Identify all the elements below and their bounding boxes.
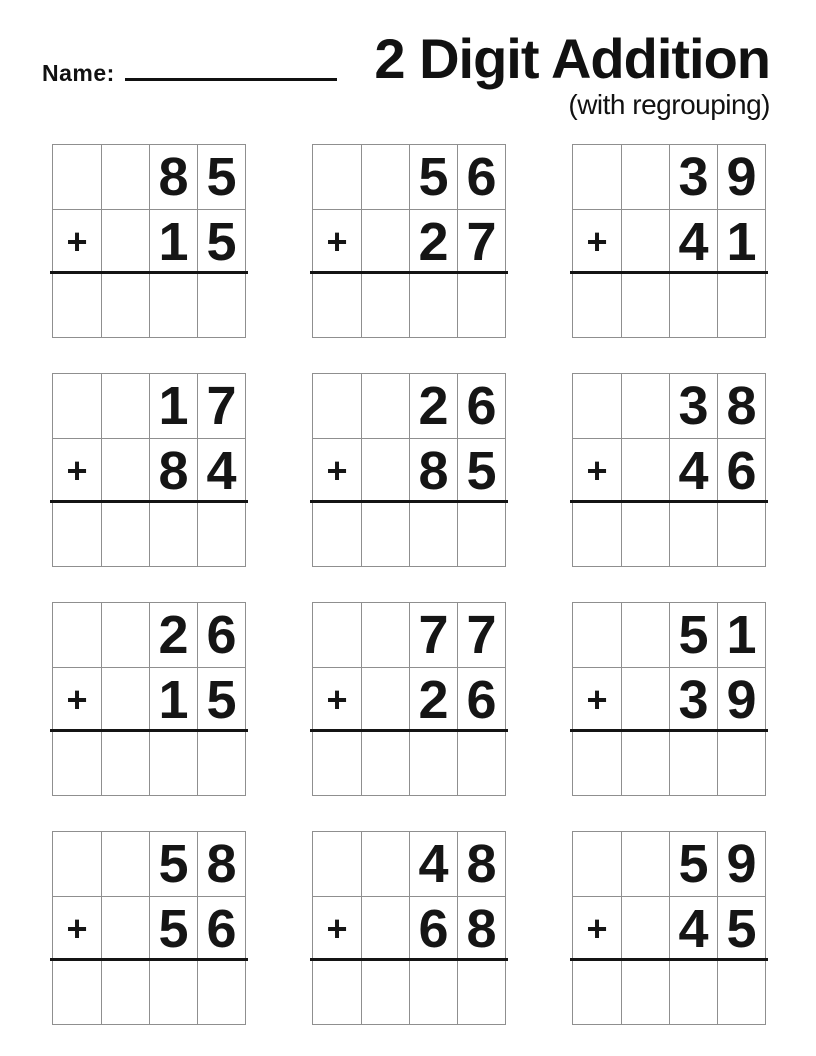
carry-cell <box>53 374 101 438</box>
empty-cell <box>621 209 669 273</box>
top-addend-tens: 2 <box>409 374 457 438</box>
problems-grid <box>52 144 816 1025</box>
answer-cell <box>573 731 621 795</box>
top-addend-ones: 7 <box>457 603 505 667</box>
bottom-addend-ones: 1 <box>717 209 765 273</box>
answer-cell <box>409 502 457 566</box>
top-addend-ones: 9 <box>717 145 765 209</box>
carry-cell <box>101 832 149 896</box>
answer-cell <box>53 731 101 795</box>
top-addend-ones: 8 <box>457 832 505 896</box>
sum-line <box>310 958 508 961</box>
answer-cell <box>457 960 505 1024</box>
carry-cell <box>573 374 621 438</box>
plus-sign: + <box>573 896 621 960</box>
answer-cell <box>53 273 101 337</box>
answer-cell <box>101 502 149 566</box>
top-addend-tens: 2 <box>149 603 197 667</box>
bottom-addend-ones: 5 <box>197 667 245 731</box>
addition-problem-5 <box>312 373 506 567</box>
sum-line <box>570 729 768 732</box>
carry-cell <box>361 603 409 667</box>
addition-problem-10 <box>52 831 246 1025</box>
answer-cell <box>717 960 765 1024</box>
sum-line <box>50 729 248 732</box>
bottom-addend-ones: 6 <box>197 896 245 960</box>
answer-cell <box>53 960 101 1024</box>
answer-cell <box>409 273 457 337</box>
top-addend-tens: 3 <box>669 374 717 438</box>
sum-line <box>50 500 248 503</box>
carry-cell <box>573 832 621 896</box>
sum-line <box>310 271 508 274</box>
carry-cell <box>361 145 409 209</box>
empty-cell <box>361 209 409 273</box>
carry-cell <box>621 374 669 438</box>
answer-cell <box>313 960 361 1024</box>
answer-cell <box>409 731 457 795</box>
answer-cell <box>149 502 197 566</box>
top-addend-tens: 8 <box>149 145 197 209</box>
answer-cell <box>573 273 621 337</box>
plus-sign: + <box>53 209 101 273</box>
top-addend-ones: 1 <box>717 603 765 667</box>
addition-problem-9 <box>572 602 766 796</box>
answer-cell <box>361 731 409 795</box>
plus-sign: + <box>53 667 101 731</box>
answer-cell <box>149 273 197 337</box>
bottom-addend-ones: 5 <box>457 438 505 502</box>
carry-cell <box>313 832 361 896</box>
answer-cell <box>361 502 409 566</box>
answer-cell <box>621 273 669 337</box>
sum-line <box>310 500 508 503</box>
carry-cell <box>53 832 101 896</box>
answer-cell <box>621 731 669 795</box>
carry-cell <box>101 145 149 209</box>
top-addend-ones: 7 <box>197 374 245 438</box>
name-row <box>42 60 337 87</box>
bottom-addend-tens: 8 <box>409 438 457 502</box>
empty-cell <box>361 896 409 960</box>
top-addend-ones: 6 <box>457 145 505 209</box>
top-addend-ones: 8 <box>717 374 765 438</box>
carry-cell <box>53 145 101 209</box>
bottom-addend-tens: 8 <box>149 438 197 502</box>
carry-cell <box>313 145 361 209</box>
bottom-addend-ones: 5 <box>197 209 245 273</box>
top-addend-tens: 3 <box>669 145 717 209</box>
top-addend-tens: 5 <box>669 832 717 896</box>
page-subtitle: (with regrouping) <box>568 89 770 120</box>
plus-sign: + <box>573 209 621 273</box>
answer-cell <box>197 960 245 1024</box>
answer-cell <box>53 502 101 566</box>
carry-cell <box>313 374 361 438</box>
sum-line <box>570 271 768 274</box>
bottom-addend-ones: 4 <box>197 438 245 502</box>
addition-problem-4 <box>52 373 246 567</box>
bottom-addend-tens: 6 <box>409 896 457 960</box>
addition-problem-6 <box>572 373 766 567</box>
sum-line <box>50 271 248 274</box>
top-addend-ones: 8 <box>197 832 245 896</box>
plus-sign: + <box>313 667 361 731</box>
empty-cell <box>621 438 669 502</box>
carry-cell <box>361 832 409 896</box>
bottom-addend-ones: 9 <box>717 667 765 731</box>
plus-sign: + <box>573 438 621 502</box>
top-addend-ones: 6 <box>197 603 245 667</box>
carry-cell <box>101 603 149 667</box>
plus-sign: + <box>313 438 361 502</box>
top-addend-tens: 1 <box>149 374 197 438</box>
empty-cell <box>101 209 149 273</box>
answer-cell <box>313 273 361 337</box>
answer-cell <box>717 502 765 566</box>
answer-cell <box>717 731 765 795</box>
bottom-addend-ones: 5 <box>717 896 765 960</box>
answer-cell <box>573 502 621 566</box>
answer-cell <box>457 731 505 795</box>
top-addend-tens: 5 <box>409 145 457 209</box>
answer-cell <box>573 960 621 1024</box>
answer-cell <box>669 273 717 337</box>
plus-sign: + <box>313 896 361 960</box>
bottom-addend-ones: 7 <box>457 209 505 273</box>
top-addend-ones: 5 <box>197 145 245 209</box>
addition-problem-1 <box>52 144 246 338</box>
sum-line <box>570 500 768 503</box>
name-label: Name: <box>42 60 115 86</box>
sum-line <box>50 958 248 961</box>
answer-cell <box>197 273 245 337</box>
carry-cell <box>361 374 409 438</box>
answer-cell <box>197 502 245 566</box>
empty-cell <box>621 896 669 960</box>
carry-cell <box>101 374 149 438</box>
plus-sign: + <box>53 896 101 960</box>
carry-cell <box>573 145 621 209</box>
empty-cell <box>101 438 149 502</box>
carry-cell <box>313 603 361 667</box>
bottom-addend-tens: 1 <box>149 667 197 731</box>
top-addend-tens: 7 <box>409 603 457 667</box>
addition-problem-12 <box>572 831 766 1025</box>
empty-cell <box>101 896 149 960</box>
bottom-addend-tens: 3 <box>669 667 717 731</box>
carry-cell <box>621 603 669 667</box>
answer-cell <box>409 960 457 1024</box>
bottom-addend-tens: 2 <box>409 209 457 273</box>
answer-cell <box>669 960 717 1024</box>
answer-cell <box>149 960 197 1024</box>
bottom-addend-tens: 4 <box>669 896 717 960</box>
empty-cell <box>361 667 409 731</box>
answer-cell <box>101 273 149 337</box>
answer-cell <box>621 960 669 1024</box>
carry-cell <box>53 603 101 667</box>
bottom-addend-tens: 5 <box>149 896 197 960</box>
name-blank-line <box>125 78 337 81</box>
top-addend-ones: 6 <box>457 374 505 438</box>
answer-cell <box>197 731 245 795</box>
answer-cell <box>149 731 197 795</box>
page-title: 2 Digit Addition <box>374 27 770 90</box>
sum-line <box>310 729 508 732</box>
addition-problem-3 <box>572 144 766 338</box>
carry-cell <box>621 145 669 209</box>
plus-sign: + <box>573 667 621 731</box>
plus-sign: + <box>313 209 361 273</box>
addition-problem-11 <box>312 831 506 1025</box>
answer-cell <box>361 273 409 337</box>
title-block <box>374 27 770 120</box>
top-addend-tens: 4 <box>409 832 457 896</box>
carry-cell <box>573 603 621 667</box>
answer-cell <box>361 960 409 1024</box>
top-addend-tens: 5 <box>669 603 717 667</box>
answer-cell <box>313 731 361 795</box>
bottom-addend-ones: 8 <box>457 896 505 960</box>
sum-line <box>570 958 768 961</box>
answer-cell <box>669 731 717 795</box>
bottom-addend-tens: 4 <box>669 438 717 502</box>
addition-problem-2 <box>312 144 506 338</box>
answer-cell <box>621 502 669 566</box>
answer-cell <box>313 502 361 566</box>
answer-cell <box>457 273 505 337</box>
answer-cell <box>717 273 765 337</box>
answer-cell <box>457 502 505 566</box>
addition-problem-7 <box>52 602 246 796</box>
plus-sign: + <box>53 438 101 502</box>
bottom-addend-tens: 2 <box>409 667 457 731</box>
top-addend-tens: 5 <box>149 832 197 896</box>
answer-cell <box>101 960 149 1024</box>
bottom-addend-tens: 1 <box>149 209 197 273</box>
bottom-addend-ones: 6 <box>717 438 765 502</box>
worksheet-header <box>0 0 816 144</box>
answer-cell <box>101 731 149 795</box>
bottom-addend-ones: 6 <box>457 667 505 731</box>
top-addend-ones: 9 <box>717 832 765 896</box>
empty-cell <box>621 667 669 731</box>
empty-cell <box>361 438 409 502</box>
carry-cell <box>621 832 669 896</box>
answer-cell <box>669 502 717 566</box>
bottom-addend-tens: 4 <box>669 209 717 273</box>
empty-cell <box>101 667 149 731</box>
addition-problem-8 <box>312 602 506 796</box>
